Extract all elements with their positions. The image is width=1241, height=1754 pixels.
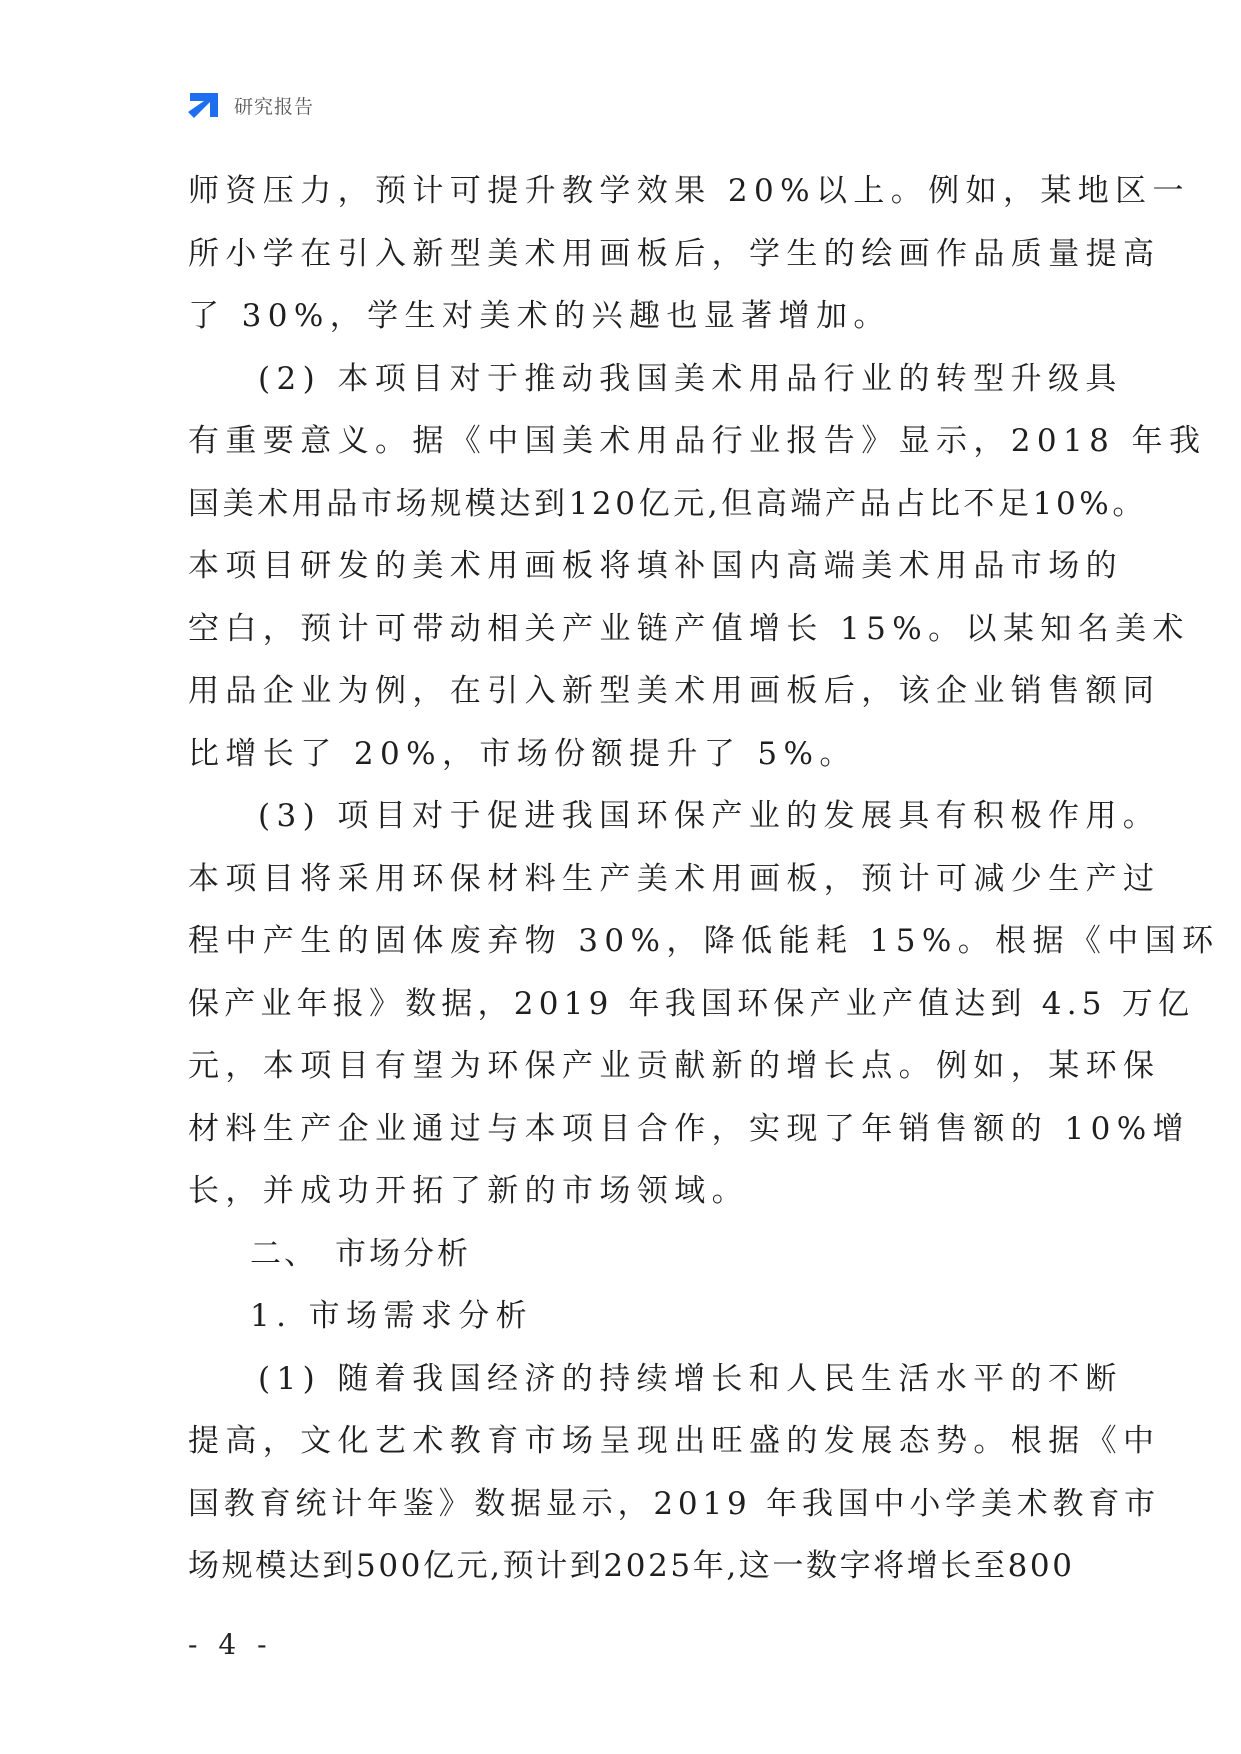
body-line: 本项目将采用环保材料生产美术用画板，预计可减少生产过 [188, 860, 1161, 897]
header-title: 研究报告 [234, 95, 315, 118]
body-line: 用品企业为例，在引入新型美术用画板后，该企业销售额同 [188, 673, 1161, 709]
body-line: 师资压力，预计可提升教学效果 20%以上。例如，某地区一 [188, 173, 1190, 209]
arrow-logo-icon [188, 89, 222, 121]
body-line: 本项目研发的美术用画板将填补国内高端美术用品市场的 [188, 548, 1123, 584]
section-heading [188, 1223, 1056, 1286]
body-line: (2) 本项目对于推动我国美术用品行业的转型升级具 [258, 360, 1123, 397]
body-line: 场规模达到500亿元,预计到2025年,这一数字将增长至800 [188, 1548, 1075, 1584]
body-line: (1) 随着我国经济的持续增长和人民生活水平的不断 [258, 1360, 1123, 1397]
document-body [188, 160, 1220, 1598]
body-line: 国教育统计年鉴》数据显示，2019 年我国中小学美术教育市 [188, 1485, 1160, 1522]
body-line: 空白，预计可带动相关产业链产值增长 15%。以某知名美术 [188, 610, 1190, 647]
body-line: 国美术用品市场规模达到120亿元,但高端产品占比不足10%。 [188, 485, 1147, 522]
page-number: - 4 - [188, 1628, 273, 1661]
section-heading-text: 市场分析 [335, 1235, 471, 1272]
body-line: 保产业年报》数据，2019 年我国环保产业产值达到 4.5 万亿 [188, 985, 1195, 1022]
body-line: 元，本项目有望为环保产业贡献新的增长点。例如，某环保 [188, 1048, 1161, 1084]
body-line: (3) 项目对于促进我国环保产业的发展具有积极作用。 [258, 798, 1161, 834]
body-line: 有重要意义。据《中国美术用品行业报告》显示，2018 年我 [188, 423, 1207, 459]
body-line: 了 30%，学生对美术的兴趣也显著增加。 [188, 298, 891, 334]
body-line: 提高，文化艺术教育市场呈现出旺盛的发展态势。根据《中 [188, 1423, 1161, 1459]
body-line: 长，并成功开拓了新的市场领域。 [188, 1173, 749, 1209]
document-header [188, 88, 314, 122]
body-line: 材料生产企业通过与本项目合作，实现了年销售额的 10%增 [188, 1110, 1190, 1147]
body-line: 程中产生的固体废弃物 30%，降低能耗 15%。根据《中国环 [188, 923, 1220, 959]
subheading: 1. 市场需求分析 [250, 1298, 534, 1334]
body-line: 所小学在引入新型美术用画板后，学生的绘画作品质量提高 [188, 235, 1161, 272]
body-line: 比增长了 20%，市场份额提升了 5%。 [188, 735, 857, 772]
section-heading-number: 二、 [250, 1235, 318, 1272]
